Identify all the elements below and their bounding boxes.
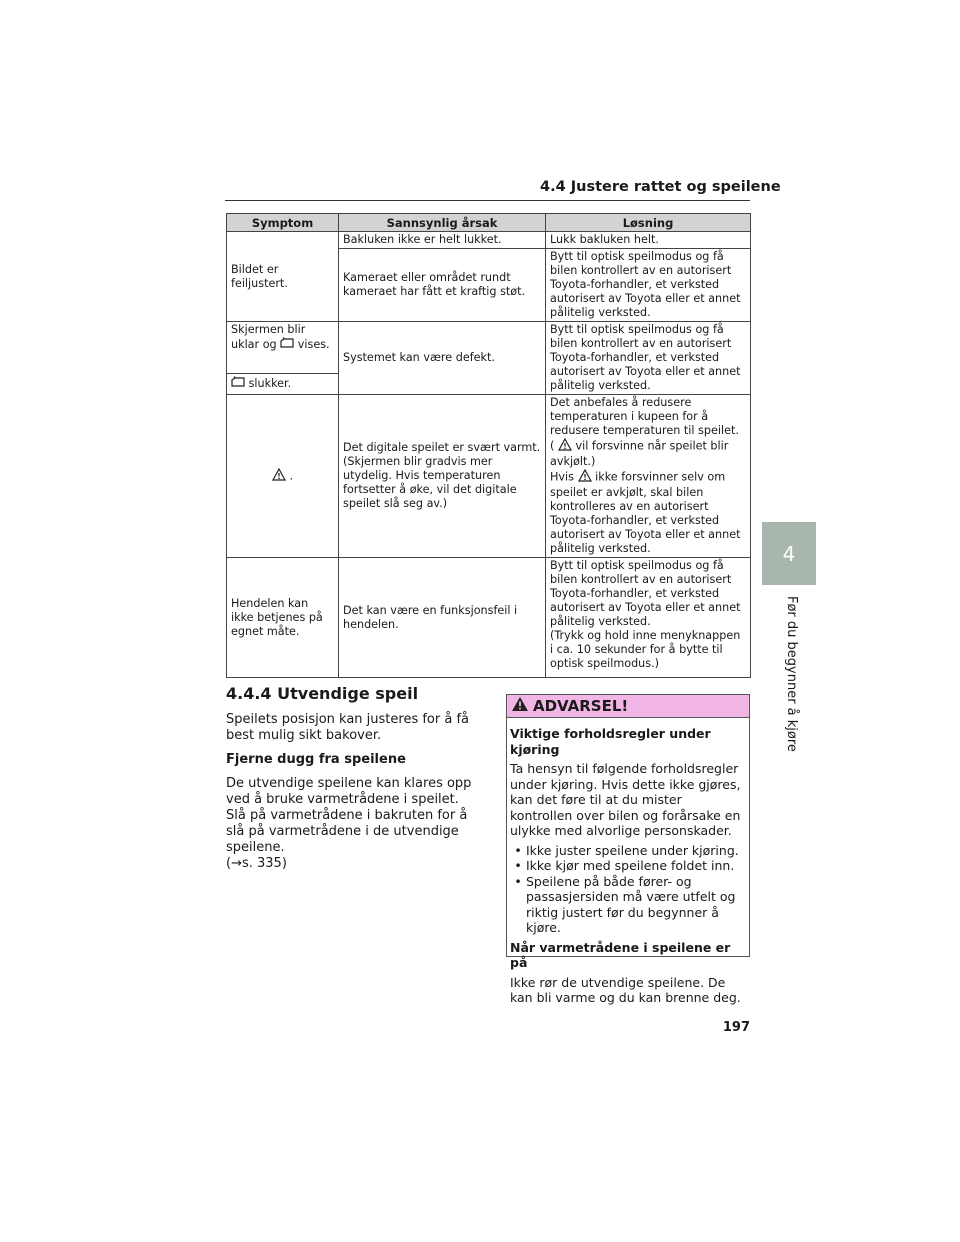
solution-note	[550, 438, 746, 469]
cause-cell: Det kan være en funksjonsfeil i hendelen.	[339, 558, 546, 678]
symptom-cell	[227, 373, 339, 394]
table-header-row	[227, 214, 751, 232]
warning-triangle-icon	[511, 696, 529, 716]
solution-text	[550, 469, 746, 556]
defog-text: De utvendige speilene kan klares opp ved å bruke varmetrådene i speilet. Slå på varmetrådene i bakruten for å slå på varmetrådene i de utvendige speilene.	[226, 776, 472, 855]
list-item-text: Speilene på både fører- og passasjersiden må være utfelt og riktig justert før du begynner å kjøre.	[526, 873, 736, 935]
symptom-text: .	[289, 469, 294, 482]
list-item: • Ikke kjør med speilene foldet inn.	[514, 858, 735, 873]
troubleshooting-table	[226, 213, 751, 678]
subheading-defog: Fjerne dugg fra speilene	[226, 752, 406, 767]
warning-header	[507, 695, 749, 718]
solution-text-rest: ikke forsvinner selv om speilet er avkjølt, skal bilen kontrolleres av en autorisert Toyota-forhandler, et verksted autorisert av Toyota eller et annet pålitelig verksted.	[550, 470, 741, 555]
header-rule	[225, 200, 750, 201]
solution-cell: Bytt til optisk speilmodus og få bilen kontrollert av en autorisert Toyota-forhandler, et verksted autorisert av Toyota eller et annet pålitelig verksted.	[546, 249, 751, 322]
solution-cell	[546, 395, 751, 558]
warning-triangle-icon	[558, 438, 572, 455]
section-body	[226, 712, 482, 880]
chapter-number: 4	[782, 542, 796, 566]
solution-cell: Lukk bakluken helt.	[546, 232, 751, 249]
warning-triangle-icon	[272, 468, 286, 485]
symptom-cell: Hendelen kan ikke betjenes på egnet måte.	[227, 558, 339, 678]
solution-cell: Bytt til optisk speilmodus og få bilen kontrollert av en autorisert Toyota-forhandler, et verksted autorisert av Toyota eller et annet pålitelig verksted.	[546, 322, 751, 395]
warning-box	[506, 694, 750, 1005]
page-header-title: 4.4 Justere rattet og speilene	[540, 179, 781, 195]
cause-cell: Bakluken ikke er helt lukket.	[339, 232, 546, 249]
symptom-cell	[227, 395, 339, 558]
table-row	[227, 232, 751, 249]
symptom-cell	[227, 232, 339, 322]
camera-icon	[280, 337, 294, 353]
page-number: 197	[722, 1020, 750, 1035]
symptom-cell	[227, 322, 339, 374]
warning-triangle-icon	[578, 469, 592, 486]
chapter-label: Før du begynner å kjøre	[784, 596, 799, 752]
warning-subheading: Når varmetrådene i speilene er på	[510, 939, 731, 970]
list-item: • Speilene på både fører- og passasjersiden må være utfelt og riktig justert før du begynner å kjøre.	[514, 873, 736, 935]
solution-cell	[546, 558, 751, 678]
list-item: • Ikke juster speilene under kjøring.	[514, 842, 739, 858]
solution-note-text: vil forsvinne når speilet blir avkjølt.)	[550, 439, 729, 468]
cause-cell: Det digitale speilet er svært varmt. (Skjermen blir gradvis mer utydelig. Hvis temperaturen fortsetter å øke, vil det digitale speilet slå seg av.)	[339, 395, 546, 558]
table-row	[227, 395, 751, 558]
page-reference-link[interactable]: (→s. 335)	[226, 856, 287, 871]
header-cause: Sannsynlig årsak	[339, 214, 546, 232]
symptom-text: Bildet er feiljustert.	[231, 262, 288, 290]
symptom-text: Skjermen blir uklar og	[231, 323, 306, 351]
intro-paragraph: Speilets posisjon kan justeres for å få best mulig sikt bakover.	[226, 712, 469, 743]
header-symptom: Symptom	[227, 214, 339, 232]
warning-list	[510, 843, 746, 936]
cause-cell: Kameraet eller området rundt kameraet har fått et kraftig støt.	[339, 249, 546, 322]
symptom-text: slukker.	[248, 376, 292, 390]
list-item-text: Ikke kjør med speilene foldet inn.	[526, 858, 735, 873]
warning-subheading: Viktige forholdsregler under kjøring	[510, 726, 711, 757]
solution-note: (Trykk og hold inne menyknappen i ca. 10 sekunder for å bytte til optisk speilmodus.)	[550, 629, 741, 670]
solution-text: Det anbefales å redusere temperaturen i kupeen for å redusere temperaturen til speilet.	[550, 396, 739, 437]
solution-if: Hvis	[550, 470, 574, 484]
defog-paragraph	[226, 776, 482, 872]
list-item-text: Ikke juster speilene under kjøring.	[526, 842, 739, 858]
warning-title: ADVARSEL!	[533, 697, 629, 715]
solution-text: Bytt til optisk speilmodus og få bilen kontrollert av en autorisert Toyota-forhandler, et verksted autorisert av Toyota eller et annet pålitelig verksted.	[550, 559, 741, 628]
camera-icon	[231, 376, 245, 392]
solution-note-open: (	[550, 439, 555, 453]
warning-paragraph: Ikke rør de utvendige speilene. De kan bli varme og du kan brenne deg.	[510, 974, 741, 1005]
warning-paragraph: Ta hensyn til følgende forholdsregler under kjøring. Hvis dette ikke gjøres, kan det føre til at du mister kontrollen over bilen og forårsake en ulykke med alvorlige personskader.	[510, 761, 741, 838]
table-row	[227, 558, 751, 678]
symptom-text-end: vises.	[297, 338, 330, 351]
table-row	[227, 322, 751, 374]
section-heading: 4.4.4 Utvendige speil	[226, 684, 419, 703]
cause-cell: Systemet kan være defekt.	[339, 322, 546, 395]
header-solution: Løsning	[546, 214, 751, 232]
warning-body	[507, 718, 749, 1006]
